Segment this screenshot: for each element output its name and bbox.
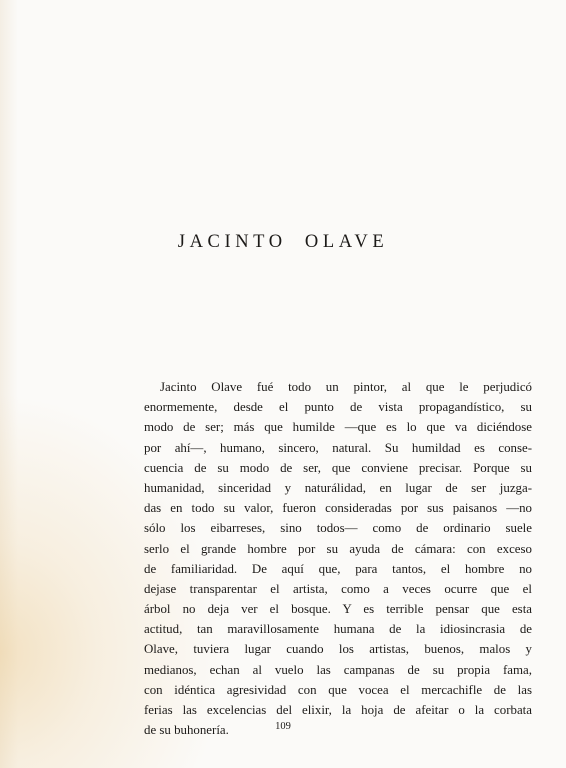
paragraph-line: humanidad, sinceridad y naturálidad, en lugar de ser juzga- [144,480,532,495]
paragraph-line: con idéntica agresividad con que vocea el mercachifle de las [144,682,532,697]
paragraph-line: de su buhonería. [144,723,229,738]
page-number: 109 [275,721,291,732]
paragraph-line: árbol no deja ver el bosque. Y es terrible pensar que esta [144,602,532,617]
paragraph-line: Olave, tuviera lugar cuando los artistas, buenos, malos y [144,642,532,657]
paragraph-line: medianos, echan al vuelo las campanas de su propia fama, [144,662,532,677]
paragraph-line: ferias las excelencias del elixir, la hoja de afeitar o la corbata [144,703,532,717]
body-paragraph [144,377,532,740]
paragraph-line: actitud, tan maravillosamente humana de la idiosincrasia de [144,622,532,637]
paragraph-line: das en todo su valor, fueron consideradas por sus paisanos —no [144,501,532,516]
paragraph-line: por ahí—, humano, sincero, natural. Su humildad es conse- [144,440,532,455]
paragraph-line: dejase transparentar el artista, como a veces ocurre que el [144,581,532,596]
paragraph-line: de familiaridad. De aquí que, para tantos, el hombre no [144,561,532,576]
paragraph-line: cuencia de su modo de ser, que conviene precisar. Porque su [144,460,532,475]
paragraph-line: modo de ser; más que humilde —que es lo que va diciéndose [144,420,532,435]
paragraph-line: serlo el grande hombre por su ayuda de cámara: con exceso [144,541,532,556]
paragraph-line: Jacinto Olave fué todo un pintor, al que le perjudicó [160,380,532,394]
paragraph-line: sólo los eibarreses, sino todos— como de ordinario suele [144,521,532,536]
chapter-title: JACINTO OLAVE [177,232,389,252]
paragraph-line: enormemente, desde el punto de vista propagandístico, su [144,400,532,415]
